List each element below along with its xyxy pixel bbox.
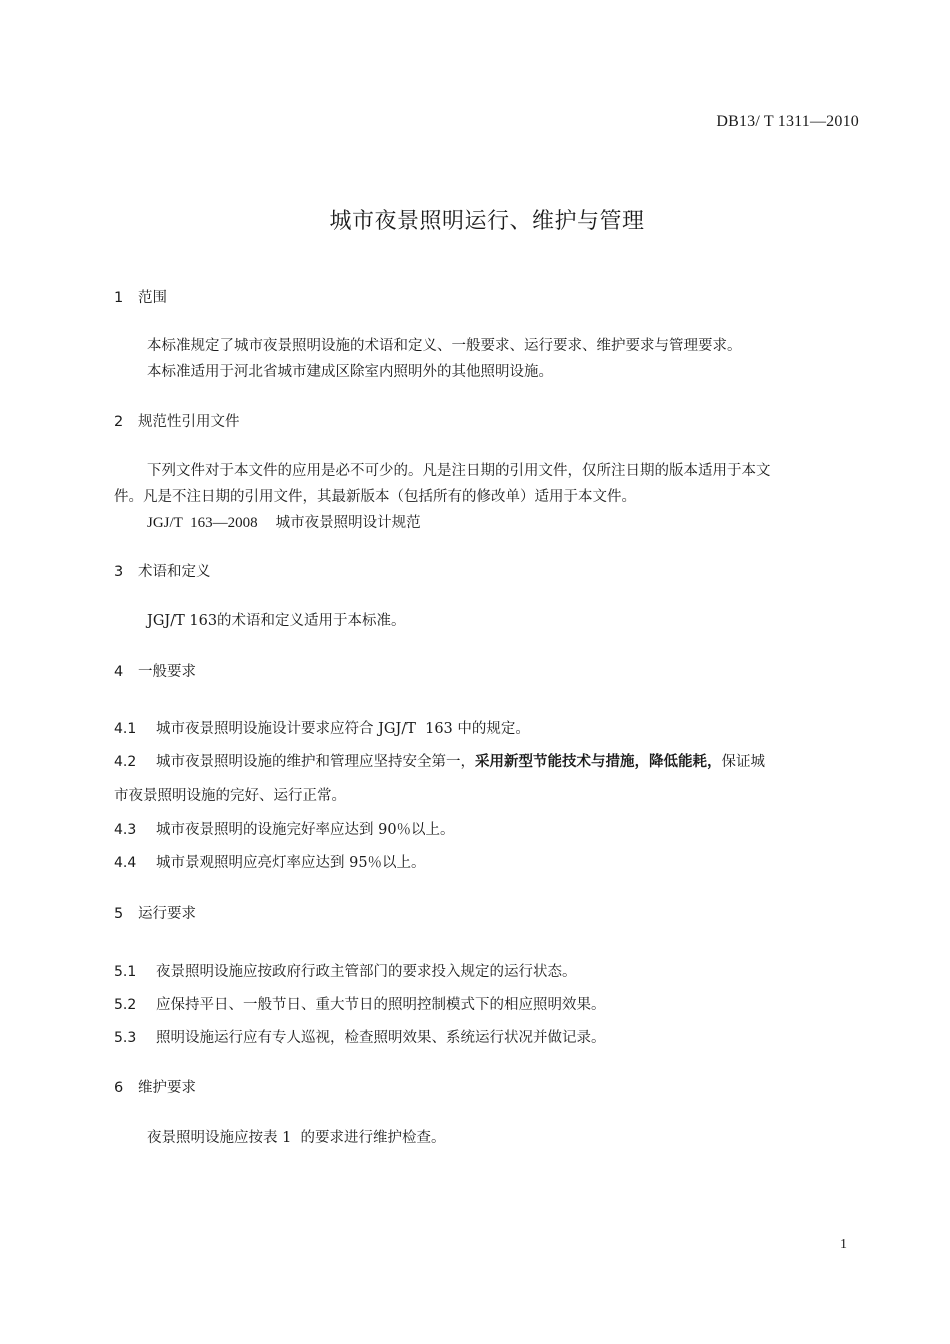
- section-heading-6: [114, 1076, 196, 1097]
- paragraph: 件。凡是不注日期的引用文件，其最新版本（包括所有的修改单）适用于本文件。: [114, 489, 636, 505]
- section-heading-1: [114, 286, 167, 307]
- clause-4-2: [114, 750, 765, 771]
- section-title: 运行要求: [138, 906, 196, 922]
- document-title: 城市夜景照明运行、维护与管理: [329, 209, 645, 234]
- reference-code: JGJ/T 163—2008: [147, 515, 258, 531]
- section-title: 范围: [138, 290, 167, 306]
- section-heading-3: [114, 560, 211, 581]
- clause-5-1: [114, 960, 577, 981]
- section-number: 2: [114, 414, 124, 430]
- clause-text: 城市夜景照明的设施完好率应达到 90％以上。: [156, 822, 455, 838]
- clause-4-2-continued: 市夜景照明设施的完好、运行正常。: [114, 788, 346, 804]
- section-number: 1: [114, 290, 124, 306]
- clause-number: 5.1: [114, 964, 137, 980]
- clause-5-3: [114, 1026, 606, 1047]
- paragraph: 本标准适用于河北省城市建成区除室内照明外的其他照明设施。: [147, 364, 553, 380]
- section-title: 规范性引用文件: [138, 414, 240, 430]
- clause-4-4: [114, 851, 426, 872]
- clause-4-3: [114, 818, 455, 839]
- paragraph: 本标准规定了城市夜景照明设施的术语和定义、一般要求、运行要求、维护要求与管理要求。: [147, 338, 742, 354]
- section-title: 一般要求: [138, 664, 196, 680]
- paragraph: JGJ/T 163的术语和定义适用于本标准。: [147, 613, 406, 629]
- document-code: DB13/ T 1311—2010: [716, 113, 859, 130]
- clause-number: 4.2: [114, 754, 137, 770]
- section-title: 术语和定义: [138, 564, 211, 580]
- section-title: 维护要求: [138, 1080, 196, 1096]
- clause-number: 5.3: [114, 1030, 137, 1046]
- clause-text-part: 保证城: [721, 754, 765, 770]
- reference-title: 城市夜景照明设计规范: [275, 515, 421, 531]
- clause-text: 城市景观照明应亮灯率应达到 95％以上。: [156, 855, 426, 871]
- section-number: 3: [114, 564, 124, 580]
- clause-number: 4.3: [114, 822, 137, 838]
- section-heading-2: [114, 410, 240, 431]
- clause-text-emphasis: 采用新型节能技术与措施，降低能耗，: [475, 754, 722, 770]
- paragraph: 夜景照明设施应按表 1 的要求进行维护检查。: [147, 1130, 446, 1146]
- clause-number: 4.1: [114, 721, 137, 737]
- section-heading-5: [114, 902, 196, 923]
- paragraph: 下列文件对于本文件的应用是必不可少的。凡是注日期的引用文件，仅所注日期的版本适用于本文: [147, 463, 771, 479]
- clause-number: 4.4: [114, 855, 137, 871]
- reference-entry: [147, 511, 421, 532]
- section-number: 4: [114, 664, 124, 680]
- section-number: 6: [114, 1080, 124, 1096]
- clause-text: 城市夜景照明设施设计要求应符合 JGJ/T 163 中的规定。: [156, 721, 530, 737]
- section-number: 5: [114, 906, 124, 922]
- clause-number: 5.2: [114, 997, 137, 1013]
- page-number: 1: [840, 1237, 847, 1252]
- clause-text: 夜景照明设施应按政府行政主管部门的要求投入规定的运行状态。: [156, 964, 577, 980]
- clause-text-part: 城市夜景照明设施的维护和管理应坚持安全第一，: [156, 754, 475, 770]
- clause-5-2: [114, 993, 606, 1014]
- clause-text: 应保持平日、一般节日、重大节日的照明控制模式下的相应照明效果。: [156, 997, 606, 1013]
- clause-4-1: [114, 717, 530, 738]
- clause-text: 照明设施运行应有专人巡视，检查照明效果、系统运行状况并做记录。: [156, 1030, 606, 1046]
- section-heading-4: [114, 660, 196, 681]
